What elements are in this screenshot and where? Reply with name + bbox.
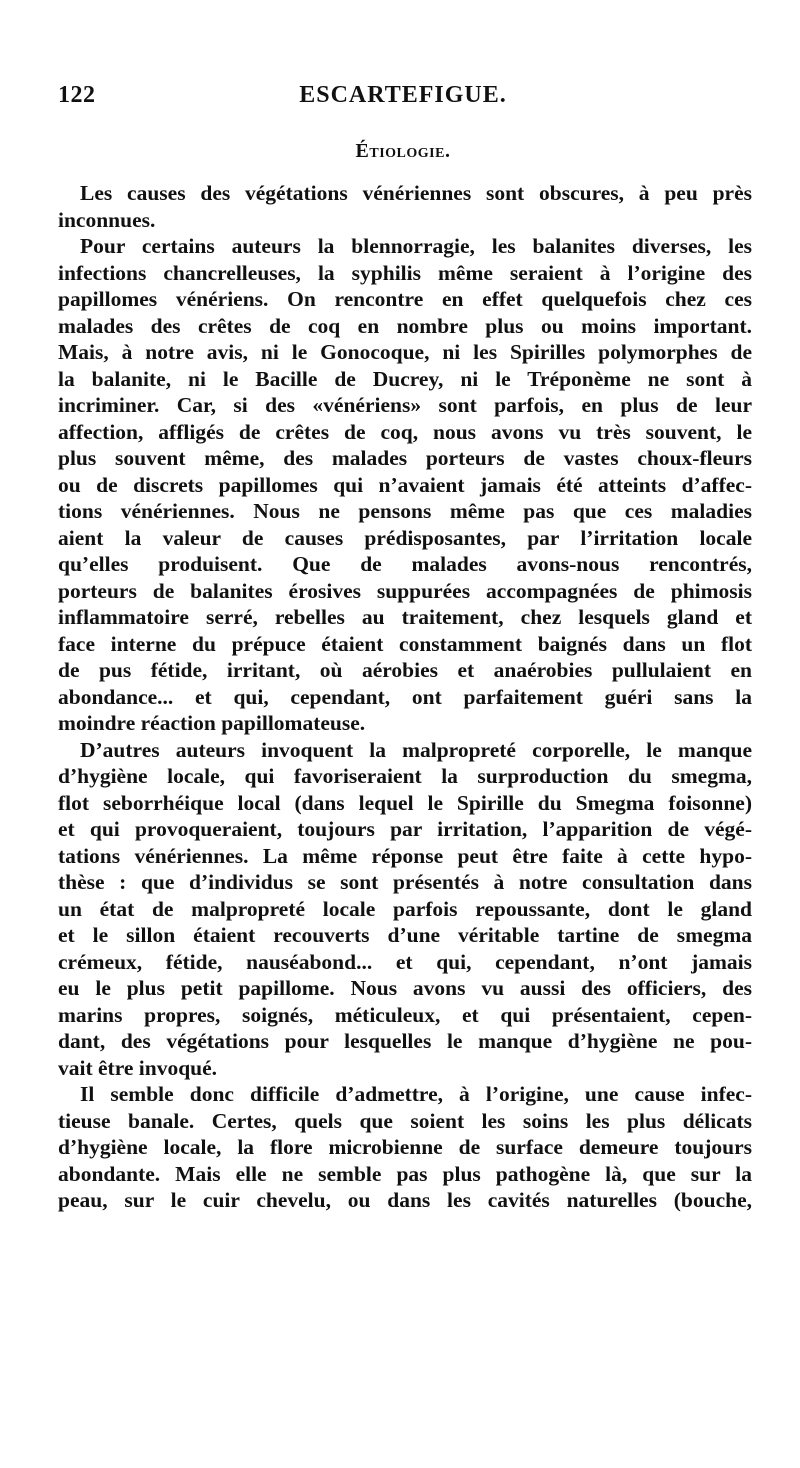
text-line: porteurs de balanites érosives suppurées accompagnées de phimosis (58, 578, 752, 603)
text-line: inflammatoire serré, rebelles au traitement, chez lesquels gland et (58, 605, 752, 629)
text-line: tations vénériennes. La même réponse peut être faite à cette hypo- (58, 843, 752, 868)
text-line: d’hygiène locale, la flore microbienne de surface demeure toujours (58, 1135, 752, 1159)
text-line: Les causes des végétations vénériennes sont obscures, à peu près (80, 181, 752, 205)
text-line: flot seborrhéique local (dans lequel le Spirille du Smegma foisonne) (58, 790, 752, 815)
text-line: un état de malpropreté locale parfois repoussante, dont le gland (58, 896, 752, 921)
text-line: peau, sur le cuir chevelu, ou dans les cavités naturelles (bouche, (58, 1188, 752, 1212)
text-line: thèse : que d’individus se sont présentés à notre consultation dans (58, 870, 752, 894)
text-line: ou de discrets papillomes qui n’avaient jamais été atteints d’affec- (58, 472, 752, 497)
section-title: Étiologie. (355, 140, 451, 162)
text-line: incriminer. Car, si des «vénériens» sont parfois, en plus de leur (58, 393, 752, 417)
text-line: infections chancrelleuses, la syphilis même seraient à l’origine des (58, 260, 752, 285)
text-line: dant, des végétations pour lesquelles le manque d’hygiène ne pou- (58, 1029, 752, 1053)
text-line: abondance... et qui, cependant, ont parfaitement guéri sans la (58, 684, 752, 709)
text-line: Il semble donc difficile d’admettre, à l’origine, une cause infec- (80, 1082, 752, 1106)
text-line: marins propres, soignés, méticuleux, et qui présentaient, cepen- (58, 1002, 752, 1027)
text-line: crémeux, fétide, nauséabond... et qui, cependant, n’ont jamais (58, 949, 752, 974)
text-line: tieuse banale. Certes, quels que soient les soins les plus délicats (58, 1108, 752, 1133)
text-line: moindre réaction papillomateuse. (58, 711, 366, 735)
page-number: 122 (58, 82, 96, 108)
text-line: Mais, à notre avis, ni le Gonocoque, ni les Spirilles polymorphes de (58, 340, 752, 364)
text-line: D’autres auteurs invoquent la malpropreté corporelle, le manque (80, 737, 752, 762)
text-line: plus souvent même, des malades porteurs de vastes choux-fleurs (58, 446, 752, 470)
text-line: affection, affligés de crêtes de coq, nous avons vu très souvent, le (58, 419, 752, 444)
running-head: ESCARTEFIGUE. (299, 82, 507, 108)
text-line: et qui provoqueraient, toujours par irritation, l’apparition de végé- (58, 817, 752, 841)
text-line: qu’elles produisent. Que de malades avons-nous rencontrés, (58, 552, 752, 576)
body-text (58, 180, 752, 1214)
text-line: de pus fétide, irritant, où aérobies et anaérobies pullulaient en (58, 658, 752, 682)
text-line: papillomes vénériens. On rencontre en effet quelquefois chez ces (58, 287, 752, 311)
text-line: abondante. Mais elle ne semble pas plus pathogène là, que sur la (58, 1161, 752, 1186)
text-line: et le sillon étaient recouverts d’une véritable tartine de smegma (58, 923, 752, 947)
text-line: malades des crêtes de coq en nombre plus ou moins important. (58, 313, 752, 338)
text-line: eu le plus petit papillome. Nous avons vu aussi des officiers, des (58, 976, 752, 1000)
text-line: inconnues. (58, 207, 156, 232)
text-line: tions vénériennes. Nous ne pensons même pas que ces maladies (58, 499, 752, 523)
text-line: d’hygiène locale, qui favoriseraient la surproduction du smegma, (58, 764, 752, 788)
text-line: aient la valeur de causes prédisposantes, par l’irritation locale (58, 525, 752, 550)
text-line: face interne du prépuce étaient constamment baignés dans un flot (58, 631, 752, 656)
text-line: Pour certains auteurs la blennorragie, les balanites diverses, les (80, 234, 752, 258)
page-header (58, 82, 748, 112)
text-line: la balanite, ni le Bacille de Ducrey, ni le Tréponème ne sont à (58, 366, 752, 391)
text-line: vait être invoqué. (58, 1055, 218, 1080)
